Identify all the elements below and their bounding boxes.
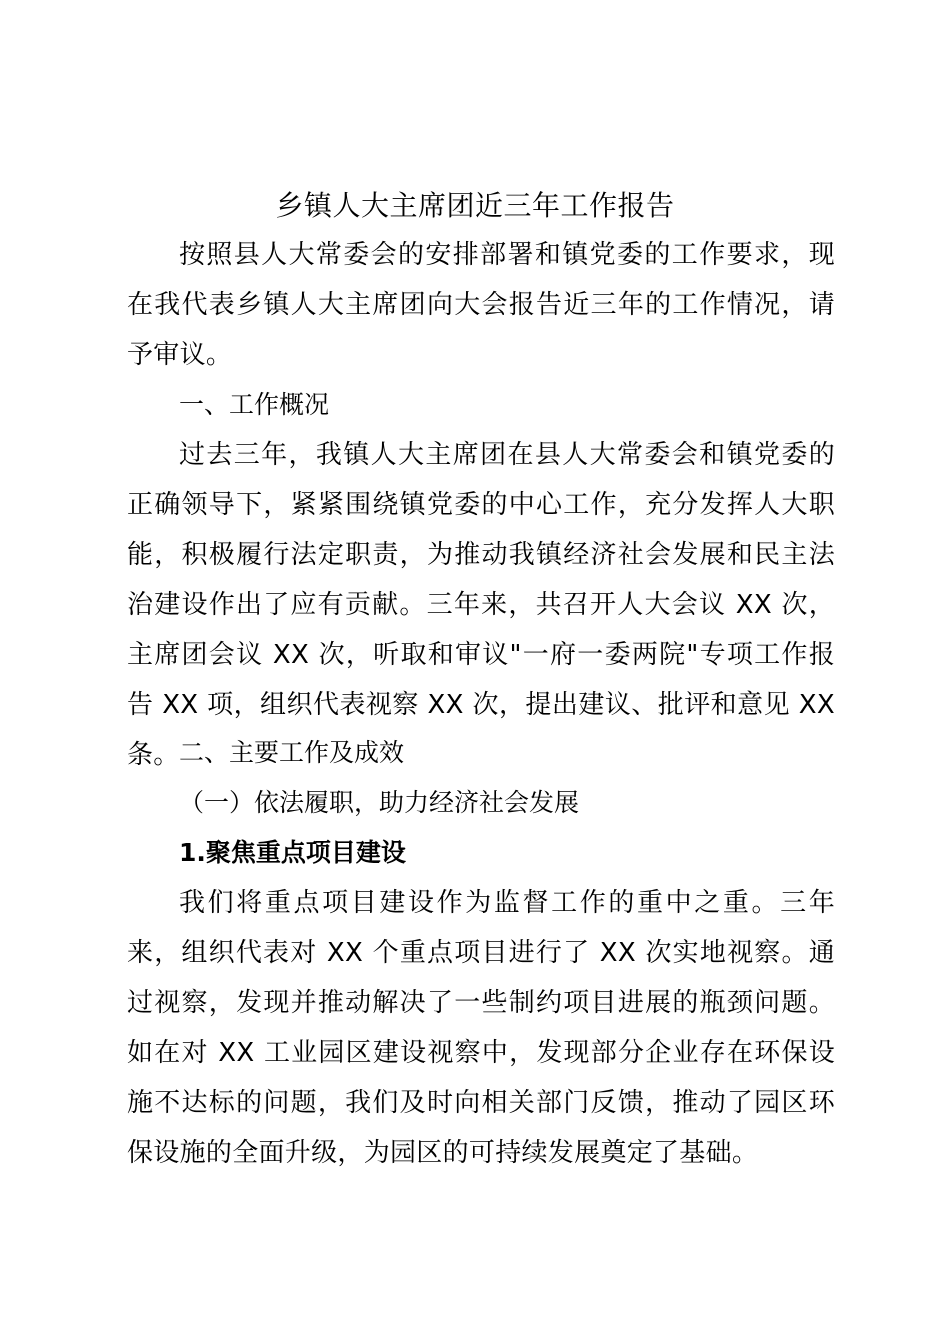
section-one-heading: 一、工作概况 bbox=[179, 390, 330, 419]
section-two-heading: 二、主要工作及成效 bbox=[179, 738, 405, 767]
subsection-one-heading: （一）依法履职，助力经济社会发展 bbox=[179, 788, 580, 817]
document-title: 乡镇人大主席团近三年工作报告 bbox=[275, 189, 675, 222]
section-one-paragraph: 过去三年，我镇人大主席团在县人大常委会和镇党委的正确领导下，紧紧围绕镇党委的中心工作，充分发挥人大职能，积极履行法定职责，为推动我镇经济社会发展和民主法治建设作出了应有贡献。三年来，共召开人大会议 XX 次，主席团会议 XX 次，听取和审议"一府一委两院"专项工作报告 XX 项，组织代表视察 XX 次，提出建议、批评和意见 XX 条。 bbox=[127, 440, 835, 770]
intro-paragraph: 按照县人大常委会的安排部署和镇党委的工作要求，现在我代表乡镇人大主席团向大会报告近三年的工作情况，请予审议。 bbox=[127, 240, 835, 370]
item-one-heading: 1.聚焦重点项目建设 bbox=[179, 838, 406, 867]
item-one-paragraph: 我们将重点项目建设作为监督工作的重中之重。三年来，组织代表对 XX 个重点项目进行了 XX 次实地视察。通过视察，发现并推动解决了一些制约项目进展的瓶颈问题。如在对 XX 工业园区建设视察中，发现部分企业存在环保设施不达标的问题，我们及时向相关部门反馈，推动了园区环保设施的全面升级，为园区的可持续发展奠定了基础。 bbox=[127, 888, 835, 1168]
